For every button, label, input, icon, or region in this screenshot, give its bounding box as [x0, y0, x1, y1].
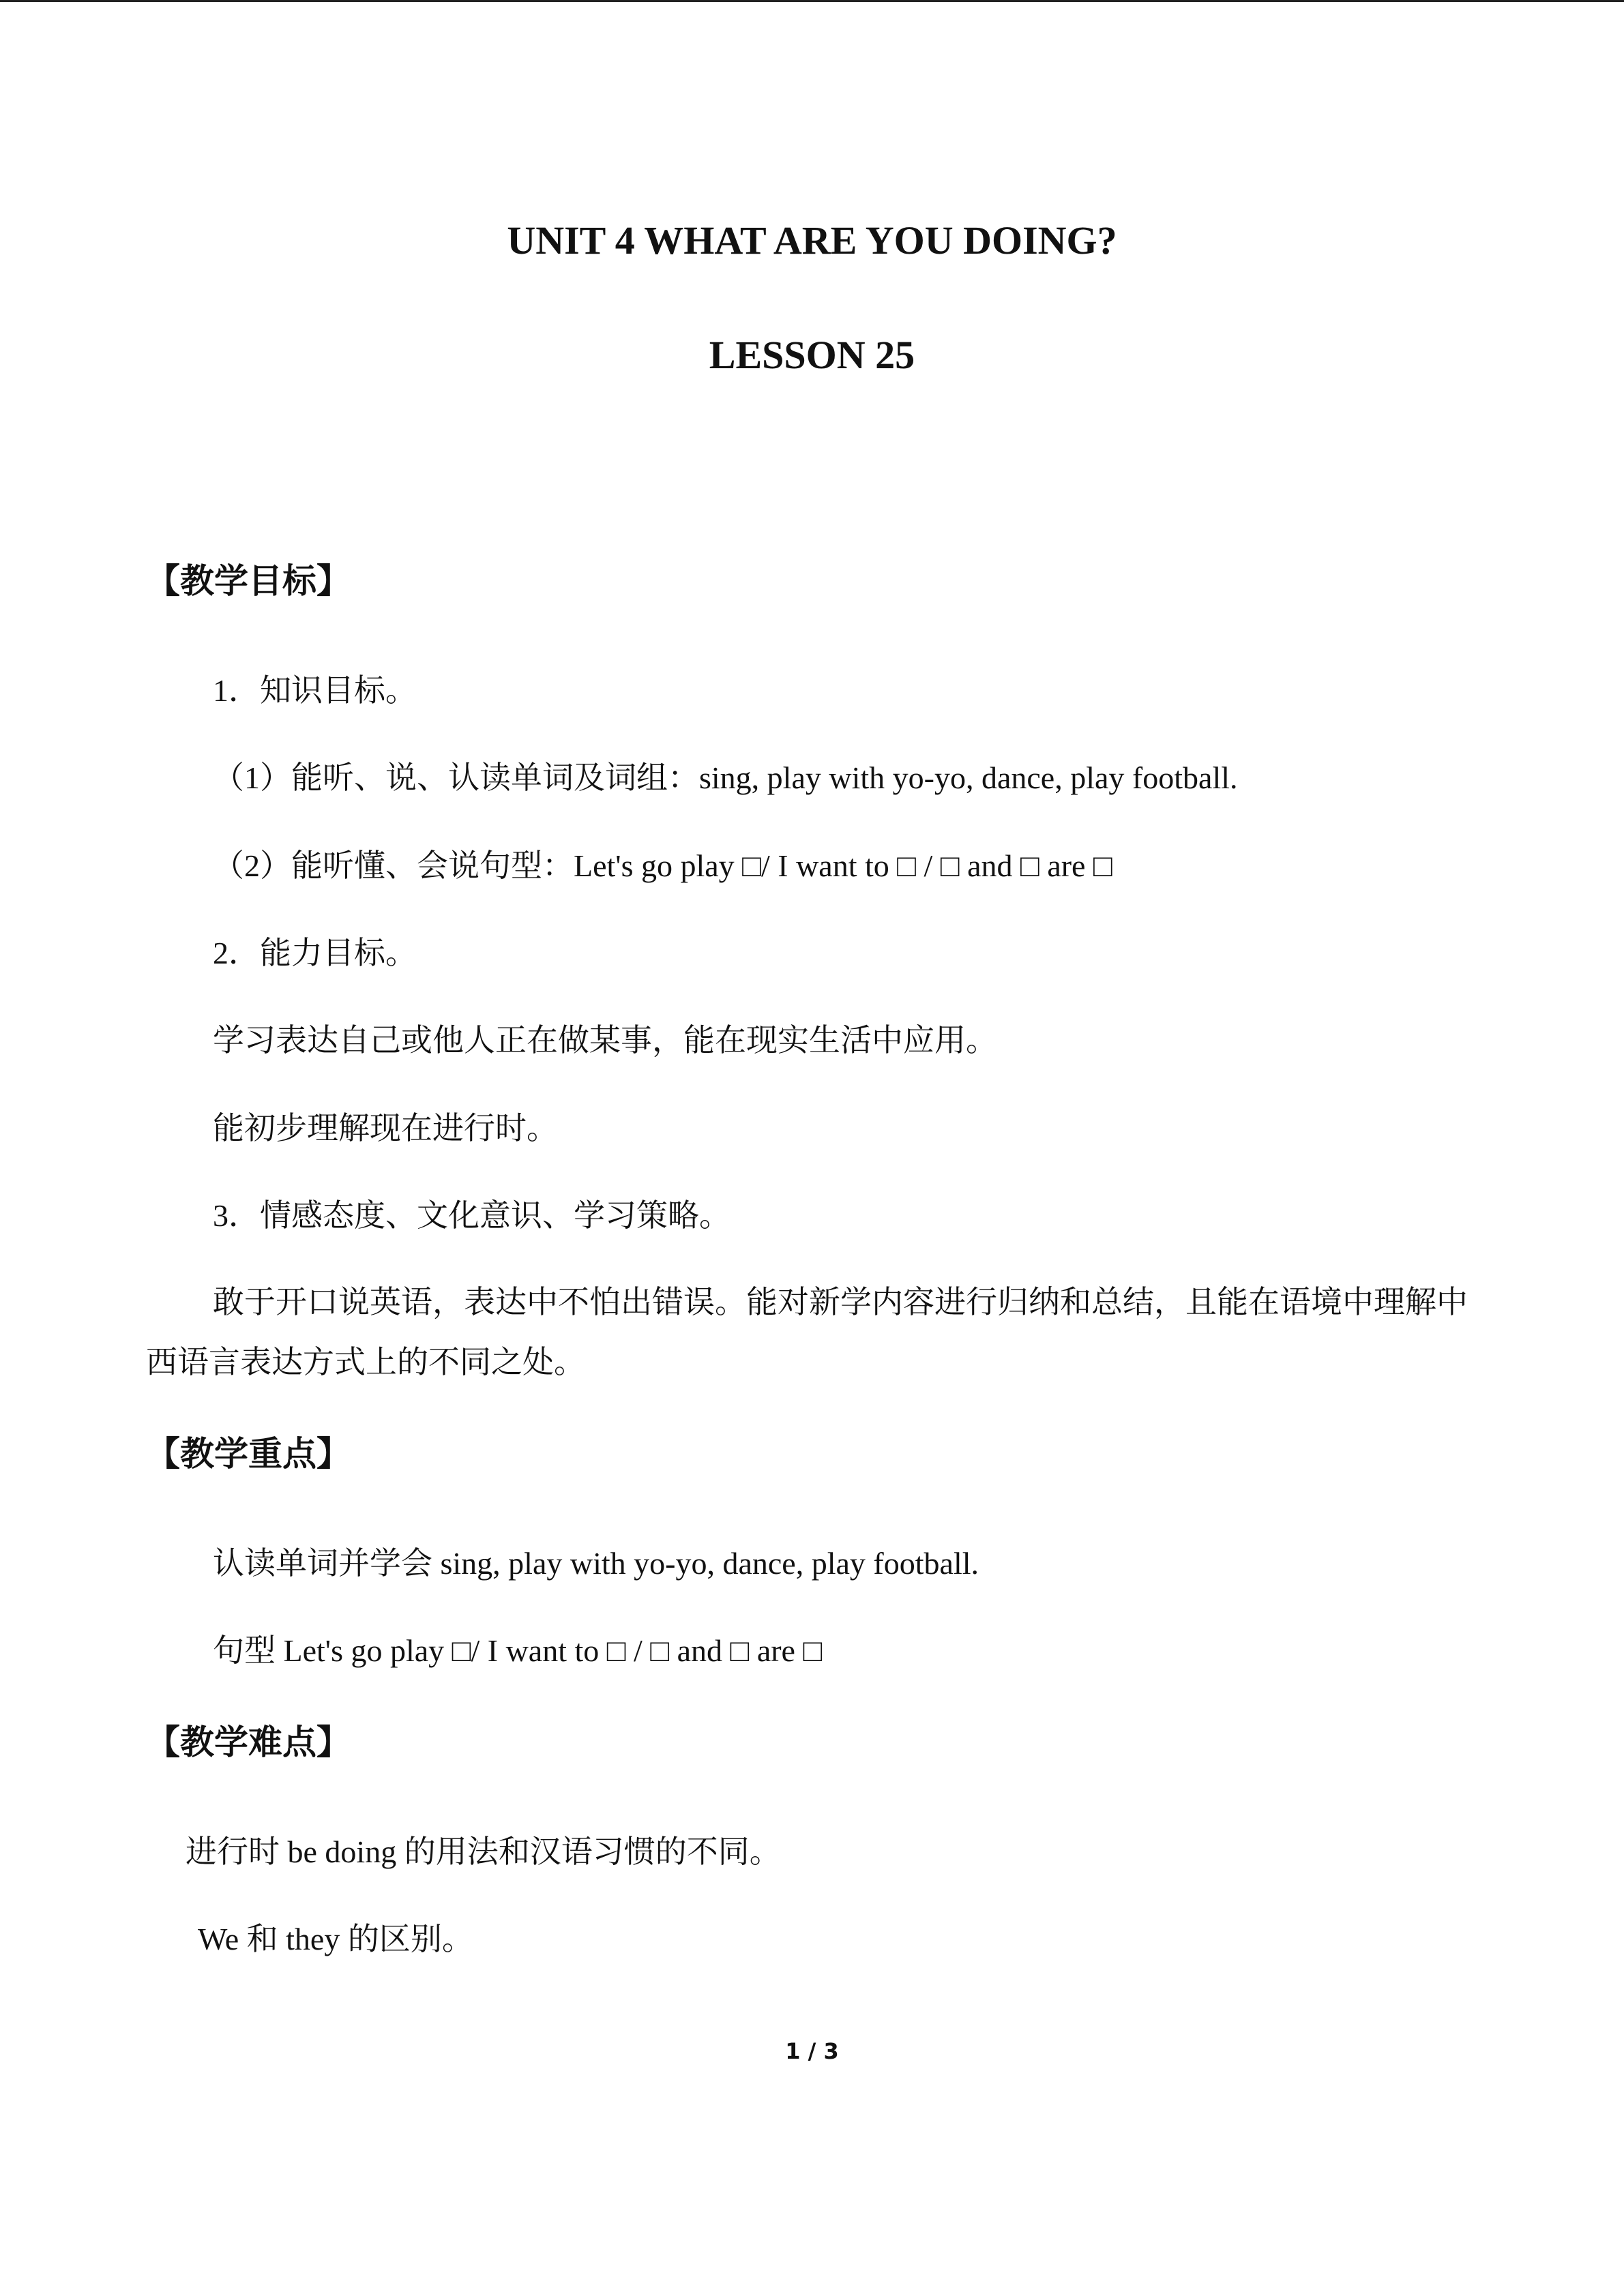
key-point-item-1: 认读单词并学会 sing, play with yo-yo, dance, play football.: [213, 1546, 979, 1581]
ability-objective-item-1: 学习表达自己或他人正在做某事，能在现实生活中应用。: [213, 1023, 997, 1058]
difficulties-heading: 【教学难点】: [146, 1723, 351, 1762]
key-point-item-2: 句型 Let's go play □/ I want to □ / □ and □ are □: [213, 1633, 823, 1668]
key-points-heading: 【教学重点】: [146, 1434, 351, 1474]
page-top-border: [0, 0, 1624, 2]
ability-objective-item-2: 能初步理解现在进行时。: [213, 1111, 558, 1146]
ability-objective-title: 2．能力目标。: [213, 936, 417, 970]
emotion-objective-title: 3．情感态度、文化意识、学习策略。: [213, 1198, 730, 1233]
knowledge-objective-title: 1．知识目标。: [213, 673, 417, 708]
lesson-title: LESSON 25: [709, 333, 915, 377]
knowledge-objective-item-2: （2）能听懂、会说句型：Let's go play □/ I want to □ / □ and □ are □: [213, 848, 1112, 883]
knowledge-objective-item-1: （1）能听、说、认读单词及词组：sing, play with yo-yo, dance, play football.: [213, 760, 1238, 795]
difficulty-item-2: We 和 they 的区别。: [198, 1922, 473, 1956]
difficulty-item-1: 进行时 be doing 的用法和汉语习惯的不同。: [186, 1834, 781, 1869]
objectives-heading: 【教学目标】: [146, 561, 351, 601]
emotion-objective-text: 敢于开口说英语，表达中不怕出错误。能对新学内容进行归纳和总结，且能在语境中理解中西语言表达方式上的不同之处。: [146, 1285, 1468, 1380]
page-indicator: 1 / 3: [785, 2038, 839, 2064]
unit-title: UNIT 4 WHAT ARE YOU DOING?: [507, 218, 1117, 263]
